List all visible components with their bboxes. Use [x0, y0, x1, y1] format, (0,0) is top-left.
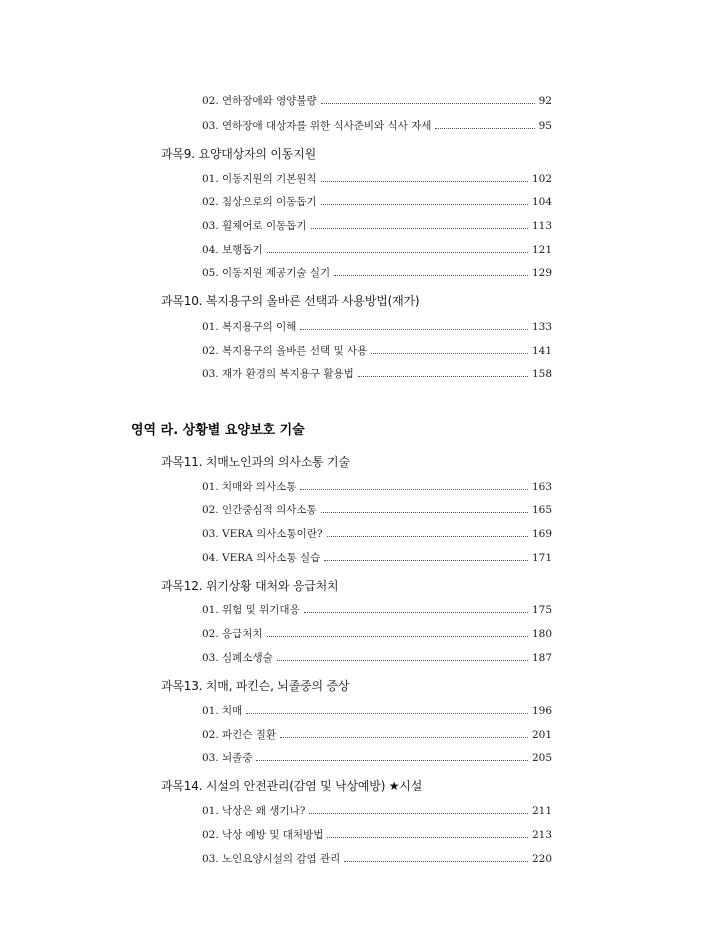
toc-entry[interactable] [202, 804, 552, 818]
toc-entry-label: 02. 침상으로의 이동돕기 [202, 196, 317, 208]
toc-entry-label: 03. 연하장애 대상자를 위한 식사준비와 식사 자세 [202, 120, 432, 132]
subject-heading[interactable]: 과목14. 시설의 안전관리(감염 및 낙상예방) ★시설 [161, 779, 423, 793]
toc-entry-label: 03. 노인요양시설의 감염 관리 [202, 853, 341, 865]
dot-leader [435, 127, 534, 129]
toc-entry-label: 01. 낙상은 왜 생기나? [202, 805, 306, 817]
toc-entry-page: 163 [531, 481, 552, 493]
toc-entry-page: 92 [538, 95, 552, 107]
toc-entry-page: 205 [531, 752, 552, 764]
dot-leader [300, 488, 528, 490]
dot-leader [311, 227, 528, 229]
toc-entry[interactable] [202, 480, 552, 494]
toc-entry-label: 02. 파킨슨 질환 [202, 729, 277, 741]
toc-entry[interactable] [202, 603, 552, 617]
toc-entry[interactable] [202, 172, 552, 186]
toc-entry-label: 02. 낙상 예방 및 대처방법 [202, 829, 324, 841]
area-heading[interactable]: 영역 라. 상황별 요양보호 기술 [131, 423, 305, 438]
dot-leader [304, 611, 528, 613]
toc-entry-label: 01. 위험 및 위기대응 [202, 604, 300, 616]
dot-leader [321, 180, 528, 182]
dot-leader [321, 511, 528, 513]
toc-entry[interactable] [202, 627, 552, 641]
toc-entry-label: 03. 휠체어로 이동돕기 [202, 220, 307, 232]
subject-heading[interactable]: 과목10. 복지용구의 올바른 선택과 사용방법(재가) [161, 294, 420, 308]
toc-entry-page: 201 [531, 729, 552, 741]
toc-entry-page: 213 [531, 829, 552, 841]
toc-entry-label: 02. 응급처치 [202, 628, 263, 640]
toc-entry-page: 187 [531, 652, 552, 664]
toc-entry[interactable] [202, 651, 552, 665]
toc-entry-label: 02. 인간중심적 의사소통 [202, 504, 317, 516]
toc-entry[interactable] [202, 527, 552, 541]
dot-leader [246, 712, 528, 714]
dot-leader [327, 535, 528, 537]
toc-entry[interactable] [202, 751, 552, 765]
toc-entry-page: 158 [531, 368, 552, 380]
toc-entry[interactable] [202, 344, 552, 358]
toc-entry[interactable] [202, 503, 552, 517]
dot-leader [327, 836, 528, 838]
toc-entry-label: 03. VERA 의사소통이란? [202, 528, 323, 540]
toc-entry-page: 129 [531, 267, 552, 279]
dot-leader [321, 102, 535, 104]
subject-heading[interactable]: 과목11. 치매노인과의 의사소통 기술 [161, 455, 350, 469]
dot-leader [358, 375, 528, 377]
toc-entry-page: 141 [531, 345, 552, 357]
dot-leader [321, 203, 528, 205]
dot-leader [277, 659, 528, 661]
dot-leader [267, 635, 528, 637]
dot-leader [324, 559, 528, 561]
toc-entry-page: 95 [538, 120, 552, 132]
toc-entry[interactable] [202, 828, 552, 842]
toc-entry[interactable] [202, 195, 552, 209]
dot-leader [334, 274, 528, 276]
dot-leader [309, 812, 528, 814]
toc-entry-label: 03. 재가 환경의 복지용구 활용법 [202, 368, 354, 380]
toc-entry[interactable] [202, 94, 552, 108]
toc-entry[interactable] [202, 320, 552, 334]
toc-entry-page: 165 [531, 504, 552, 516]
toc-entry-page: 169 [531, 528, 552, 540]
toc-entry-page: 196 [531, 705, 552, 717]
toc-entry[interactable] [202, 119, 552, 133]
toc-entry-label: 01. 치매와 의사소통 [202, 481, 297, 493]
dot-leader [280, 736, 528, 738]
toc-entry[interactable] [202, 728, 552, 742]
dot-leader [344, 860, 528, 862]
dot-leader [256, 759, 527, 761]
dot-leader [267, 251, 528, 253]
toc-entry-page: 104 [531, 196, 552, 208]
toc-entry-page: 171 [531, 552, 552, 564]
subject-heading[interactable]: 과목12. 위기상황 대처와 응급처치 [161, 579, 339, 593]
toc-entry-label: 02. 복지용구의 올바른 선택 및 사용 [202, 345, 368, 357]
toc-entry-page: 102 [531, 173, 552, 185]
toc-entry-label: 01. 복지용구의 이해 [202, 321, 297, 333]
subject-heading[interactable]: 과목9. 요양대상자의 이동지원 [161, 147, 316, 161]
toc-entry-label: 03. 심폐소생술 [202, 652, 273, 664]
toc-entry[interactable] [202, 219, 552, 233]
toc-entry[interactable] [202, 704, 552, 718]
subject-heading[interactable]: 과목13. 치매, 파킨슨, 뇌졸중의 증상 [161, 679, 350, 693]
toc-entry-page: 113 [531, 220, 552, 232]
toc-entry-label: 02. 연하장애와 영양불량 [202, 95, 317, 107]
dot-leader [300, 328, 528, 330]
toc-entry-label: 03. 뇌졸중 [202, 752, 253, 764]
toc-entry-page: 121 [531, 244, 552, 256]
toc-entry[interactable] [202, 266, 552, 280]
toc-entry[interactable] [202, 367, 552, 381]
toc-entry-label: 01. 치매 [202, 705, 243, 717]
toc-entry-page: 211 [531, 805, 552, 817]
toc-entry-label: 04. VERA 의사소통 실습 [202, 552, 321, 564]
toc-entry-label: 01. 이동지원의 기본원칙 [202, 173, 317, 185]
toc-entry-page: 180 [531, 628, 552, 640]
toc-entry-label: 05. 이동지원 제공기술 실기 [202, 267, 331, 279]
toc-entry-page: 220 [531, 853, 552, 865]
dot-leader [371, 352, 528, 354]
toc-entry[interactable] [202, 551, 552, 565]
toc-entry-page: 175 [531, 604, 552, 616]
toc-entry[interactable] [202, 243, 552, 257]
toc-entry-label: 04. 보행돕기 [202, 244, 263, 256]
toc-entry-page: 133 [531, 321, 552, 333]
toc-entry[interactable] [202, 852, 552, 866]
